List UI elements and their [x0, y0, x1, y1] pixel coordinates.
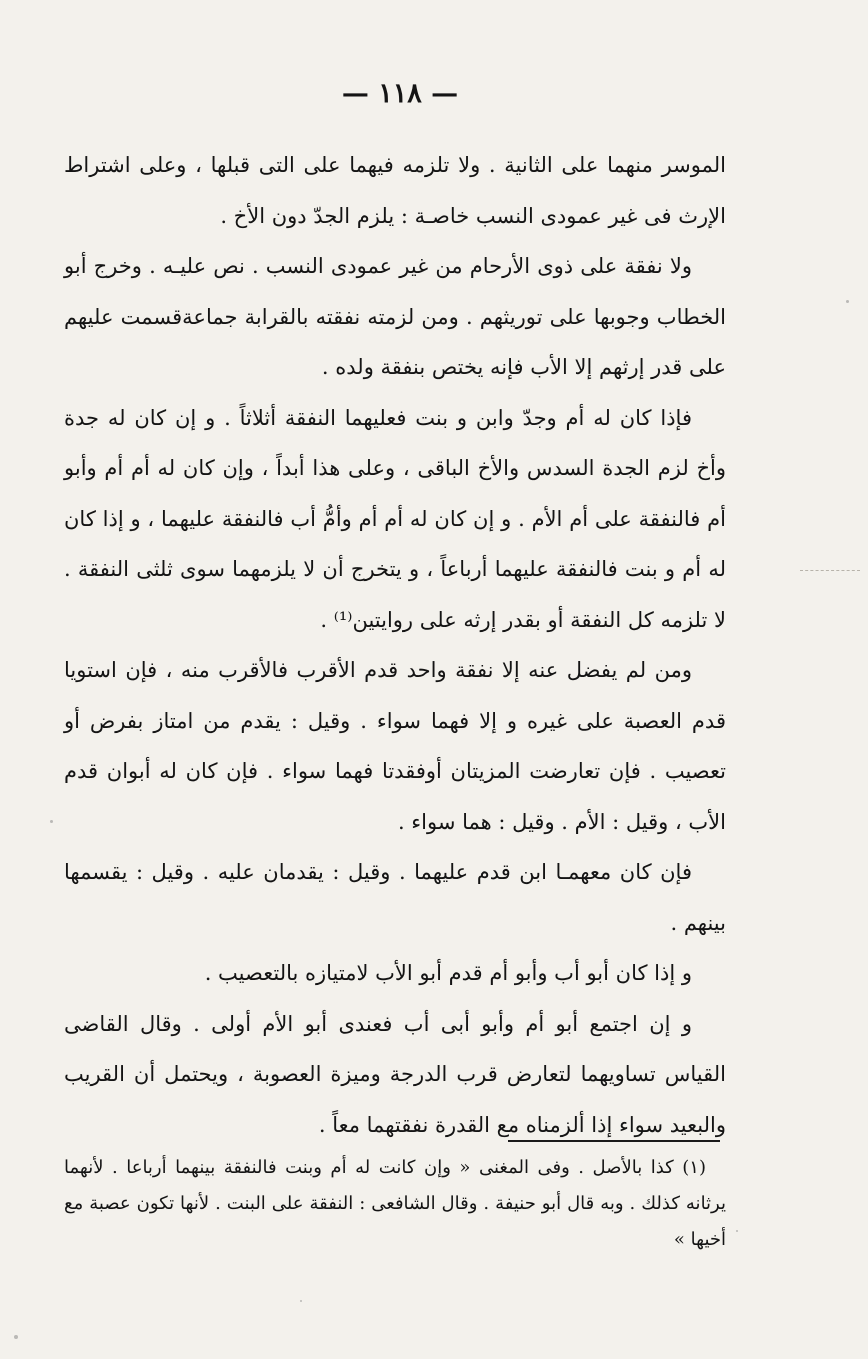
scan-speck	[846, 300, 849, 303]
scan-speck	[736, 1230, 738, 1232]
paragraph-3: فإذا كان له أم وجدّ وابن و بنت فعليهما النفقة أثلاثاً . و إن كان له جدة وأخ لزم الجدة السدس والأخ الباقى ، وعلى هذا أبداً ، وإن كان له أم أم وأبو أم فالنفقة على أم الأم . و إن كان له أم أم وأمُّ أب فالنفقة عليهما ، و إذا كان له أم و بنت فالنفقة عليهما أرباعاً ، و يتخرج أن لا يلزمهما سوى ثلثى النفقة . لا تلزمه كل النفقة أو بقدر إرثه على روايتين⁽¹⁾ .	[64, 405, 726, 632]
scan-speck	[14, 1335, 18, 1339]
footnote-divider	[508, 1140, 720, 1142]
body-text	[64, 140, 726, 1150]
footnote-1: (١) كذا بالأصل . وفى المغنى « وإن كانت له أم وبنت فالنفقة بينهما أرباعا . لأنهما يرثانه كذلك . وبه قال أبو حنيفة . وقال الشافعى : النفقة على البنت . لأنها تكون عصبة مع أخيها »	[64, 1157, 726, 1250]
paragraph-5: فإن كان معهمـا ابن قدم عليهما . وقيل : يقدمان عليه . وقيل : يقسمها بينهم .	[64, 860, 726, 935]
paragraph-4: ومن لم يفضل عنه إلا نفقة واحد قدم الأقرب فالأقرب منه ، فإن استويا قدم العصبة على غيره و إلا فهما سواء . وقيل : يقدم من امتاز بفرض أو تعصيب . فإن تعارضت المزيتان أوفقدتا فهما سواء . فإن كان له أبوان قدم الأب ، وقيل : الأم . وقيل : هما سواء .	[64, 658, 726, 834]
page-number: — ١١٨ —	[341, 78, 459, 109]
footnotes	[64, 1150, 726, 1258]
scan-speck	[300, 1300, 302, 1302]
paragraph-6: و إذا كان أبو أب وأبو أم قدم أبو الأب لامتيازه بالتعصيب .	[204, 961, 692, 985]
paragraph-2: ولا نفقة على ذوى الأرحام من غير عمودى النسب . نص عليـه . وخرج أبو الخطاب وجوبها على توريثهم . ومن لزمته نفقته بالقرابة جماعةقسمت عليهم على قدر إرثهم إلا الأب فإنه يختص بنفقة ولده .	[64, 254, 726, 379]
scan-speck	[50, 820, 53, 823]
paragraph-7: و إن اجتمع أبو أم وأبو أبى أب فعندى أبو الأم أولى . وقال القاضى القياس تساويهما لتعارض قرب الدرجة وميزة العصوبة ، ويحتمل أن القريب والبعيد سواء إذا ألزمناه مع القدرة نفقتهما معاً .	[64, 1011, 726, 1137]
paragraph-1: الموسر منهما على الثانية . ولا تلزمه فيهما على التى قبلها ، وعلى اشتراط الإرث فى غير عمودى النسب خاصـة : يلزم الجدّ دون الأخ .	[64, 153, 726, 228]
scan-artifact-line	[800, 570, 860, 571]
